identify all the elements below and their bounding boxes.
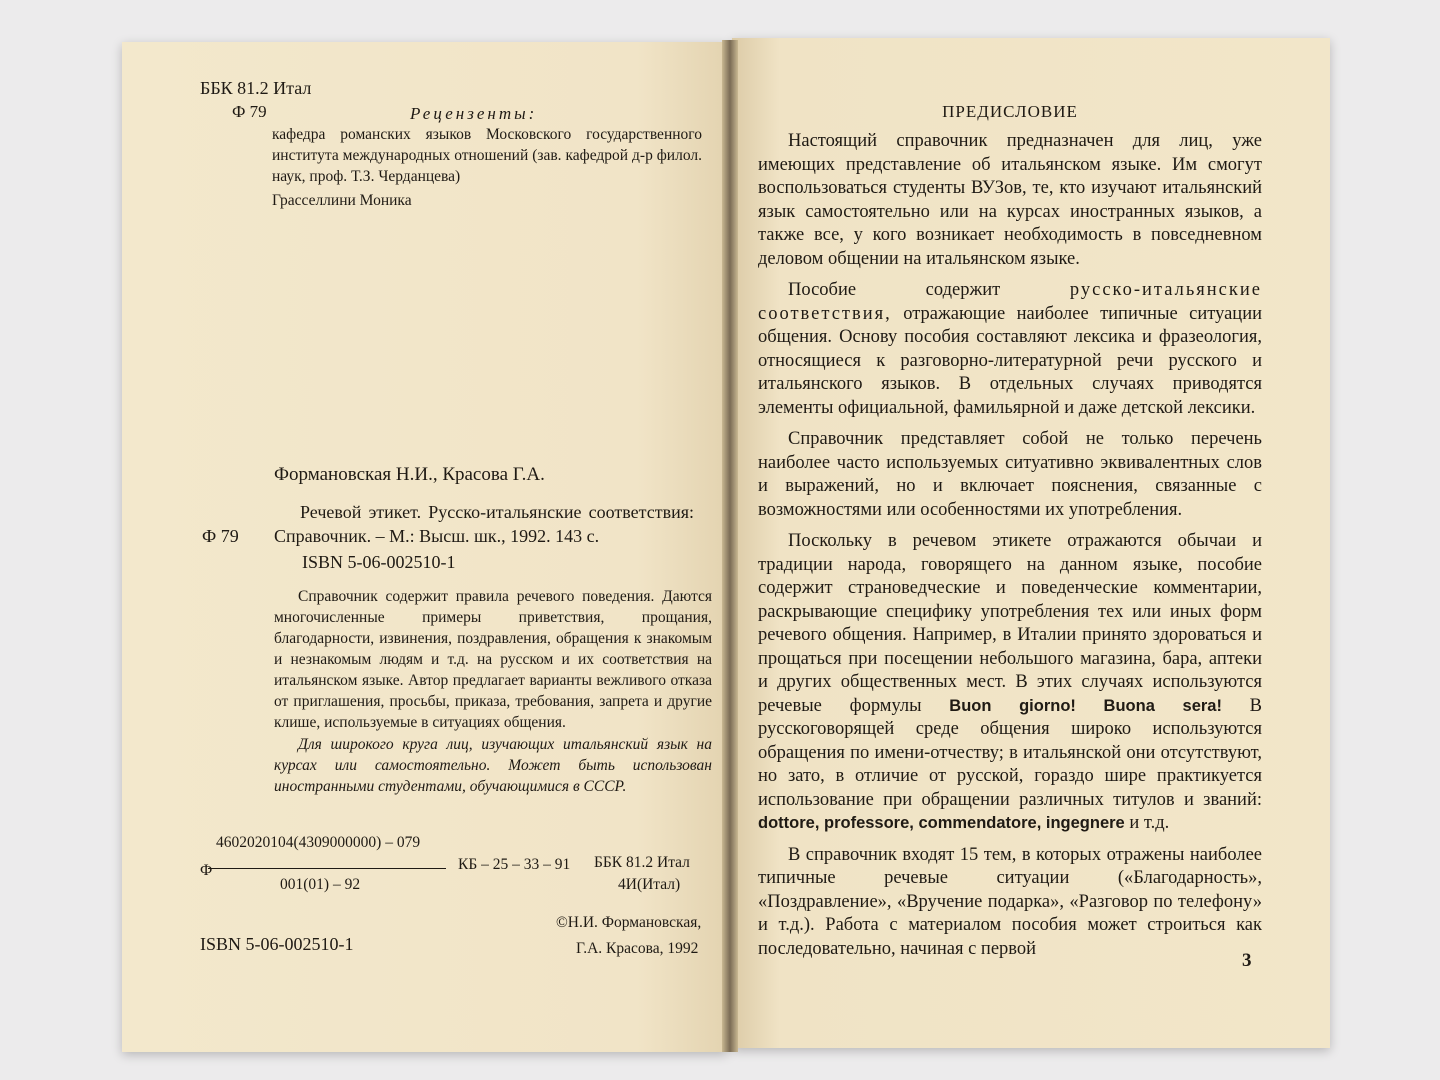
audience: Для широкого круга лиц, изучающих итальянский язык на курсах или самостоятельно. Может быть использован иностранными студентами, обучающимися в СССР. xyxy=(274,736,712,795)
page-number: 3 xyxy=(1242,950,1252,971)
p2-rest: отражающие наиболее типичные ситуации общения. Основу пособия составляют лексика и фразеология, относящиеся к разговорно-литературной речи русского и итальянского языков. В отдельных случаях приводятся элементы официальной, фамильярной и даже детской лексики. xyxy=(758,303,1262,418)
p4-e: и т.д. xyxy=(1129,813,1170,833)
paragraph-1: Настоящий справочник предназначен для лиц, уже имеющих представление об итальянском языке. Им смогут воспользоваться студенты ВУЗов, те, кто изучают итальянский язык самостоятельно или на курсах иностранных языков, а также все, у кого возникает необходимость в повседневном деловом общении на итальянском языке. xyxy=(758,131,1262,269)
p2-spaced: русско-итальянские соответствия, xyxy=(758,280,1262,324)
fraction-rule xyxy=(208,868,446,869)
copyright-line-2: Г.А. Красова, 1992 xyxy=(576,940,699,957)
paragraph-4 xyxy=(758,530,1262,836)
reviewer-2: Грасселлини Моника xyxy=(272,192,412,209)
f-code-top: Ф 79 xyxy=(232,102,267,121)
p2-start: Пособие содержит xyxy=(788,280,1001,300)
reviewers-heading: Рецензенты: xyxy=(410,104,538,123)
book-description: Речевой этикет. Русско-итальянские соответствия: Справочник. – М.: Высш. шк., 1992. 143 с. xyxy=(274,502,694,546)
paragraph-2 xyxy=(758,279,1262,420)
p4-a: Поскольку в речевом этикете отражаются обычаи и традиции народа, говорящего на данном языке, пособие содержит страноведческие и поведенческие комментарии, раскрывающие специфику употребления тех или иных форм речевого общения. Например, в Италии принято здороваться и прощаться при посещении небольшого магазина, бара, аптеки и других общественных мест. В этих случаях используются речевые формулы xyxy=(758,531,1262,716)
p4-italian-titles: dottore, professore, commendatore, ingegnere xyxy=(758,814,1125,832)
isbn-mid: ISBN 5-06-002510-1 xyxy=(302,552,456,572)
reviewers-text: кафедра романских языков Московского государственного института международных отношений (зав. кафедрой д-р филол. наук, проф. Т.З. Черданцева) xyxy=(272,126,702,185)
p4-italian-greetings: Buon giorno! Buona sera! xyxy=(949,696,1222,715)
copyright-line-1: ©Н.И. Формановская, xyxy=(556,914,702,931)
code-denominator: 001(01) – 92 xyxy=(280,876,361,893)
code-f: Ф xyxy=(200,862,213,879)
code-numerator: 4602020104(4309000000) – 079 xyxy=(216,834,421,851)
bbk-top: ББК 81.2 Итал xyxy=(200,78,312,98)
book-spine xyxy=(722,40,738,1052)
p4-c: В русскоговорящей среде общения широко используются обращения по имени-отчеству; в итальянской они отсутствуют, но зато, в отличие от русской, гораздо шире практикуется использование при обращении различных титулов и званий: xyxy=(758,695,1262,810)
paragraph-5: В справочник входят 15 тем, в которых отражены наиболее типичные речевые ситуации («Благодарность», «Поздравление», «Вручение подарка», «Разговор по телефону» и т.д.). Работа с материалом пособия может строиться как последовательно, начиная с первой xyxy=(758,844,1262,959)
authors: Формановская Н.И., Красова Г.А. xyxy=(274,464,545,485)
code-bbk: ББК 81.2 Итал xyxy=(594,854,690,871)
annotation: Справочник содержит правила речевого поведения. Даются многочисленные примеры приветствия, прощания, благодарности, извинения, поздравления, обращения к знакомым и незнакомым людям и т.д. на русском и их соответствия на итальянском языке. Автор предлагает варианты вежливого отказа от приглашения, просьбы, приказа, требования, запрета и другие клише, используемые в ситуациях общения. xyxy=(274,588,712,731)
preface-heading: ПРЕДИСЛОВИЕ xyxy=(942,102,1078,121)
code-kb: КБ – 25 – 33 – 91 xyxy=(458,856,571,873)
f-code-mid: Ф 79 xyxy=(202,526,239,546)
isbn-bottom: ISBN 5-06-002510-1 xyxy=(200,934,354,954)
preface-body xyxy=(758,130,1262,969)
paragraph-3: Справочник представляет собой не только перечень наиболее часто используемых ситуативно эквивалентных слов и выражений, но и включает пояснения, связанные с возможностями или особенностями их употребления. xyxy=(758,429,1262,520)
code-4i: 4И(Итал) xyxy=(618,876,681,893)
